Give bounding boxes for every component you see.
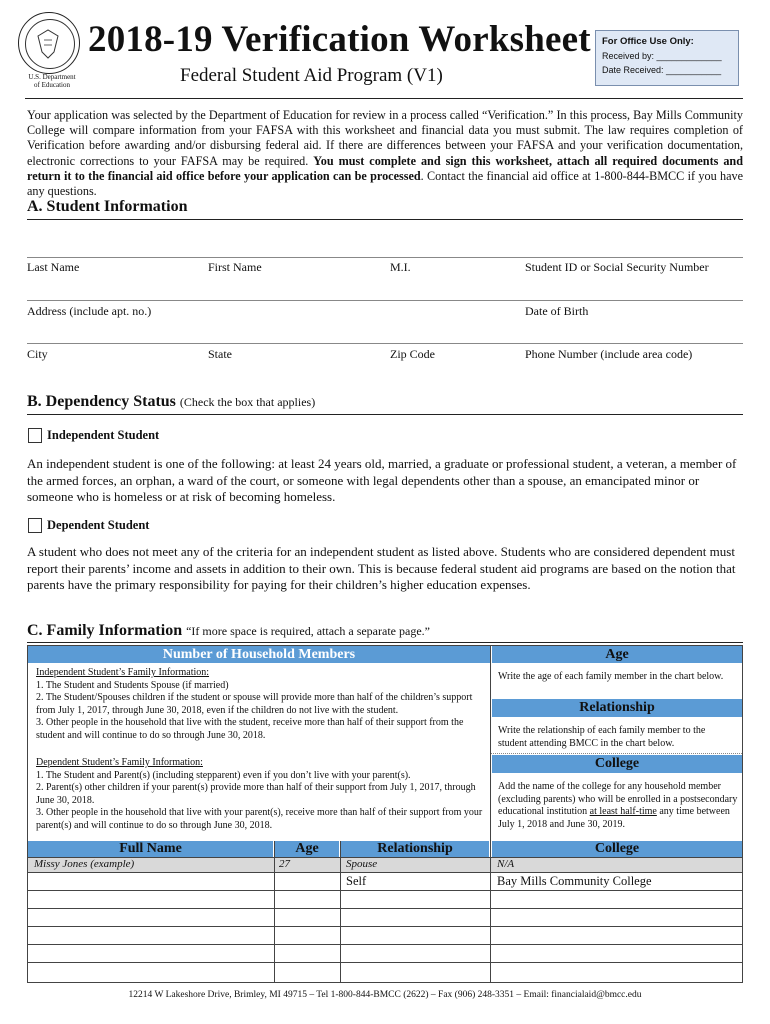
college-column-header: College (492, 841, 742, 857)
full-name-column-header: Full Name (28, 841, 273, 857)
date-of-birth-label: Date of Birth (525, 304, 589, 318)
section-a-heading: A. Student Information (27, 198, 188, 215)
row2-input-line[interactable] (27, 300, 743, 301)
dependent-family-title: Dependent Student’s Family Information: (36, 757, 203, 768)
zip-code-label: Zip Code (390, 347, 435, 361)
independent-student-label: Independent Student (47, 428, 160, 442)
intro-bold-instruction: You must complete and sign this worksheet, attach all required documents and return it to the financial aid office before your application can be processed (27, 153, 743, 183)
section-c-divider (27, 642, 743, 643)
college-instruction: Add the name of the college for any household member (excluding parents) who will be enrolled in a postsecondary educational institution at least half-time any time between July 1, 2018 and June 30, 2019. (498, 781, 738, 830)
info-column-divider (490, 645, 491, 841)
date-received-field[interactable]: Date Received: ___________ (602, 65, 722, 75)
section-b-divider (27, 414, 743, 415)
independent-family-info (36, 667, 484, 743)
section-c-heading: C. Family Information “If more space is required, attach a separate page.” (27, 622, 430, 639)
page-subtitle: Federal Student Aid Program (V1) (180, 65, 443, 86)
header-divider (25, 98, 743, 99)
state-label: State (208, 347, 232, 361)
independent-student-checkbox[interactable] (28, 428, 42, 443)
section-b-heading: B. Dependency Status (Check the box that applies) (27, 393, 316, 410)
table-cell-college: N/A (497, 858, 515, 870)
dependent-family-info (36, 757, 484, 833)
age-column-header: Age (275, 841, 339, 857)
intro-paragraph: Your application was selected by the Department of Education for review in a process called “Verification.” In this process, Bay Mills Community College will compare information from your FAFSA with this worksheet and financial data you must submit. The law requires completion of Verification before awarding and/or disbursing federal aid. If there are differences between your FAFSA and your verification documentation, electronic corrections to your FAFSA may be required. You must complete and sign this worksheet, attach all required documents and return it to the financial aid office before your application can be processed. Contact the financial aid office at 1-800-844-BMCC if you have any questions. (27, 108, 743, 199)
dependent-student-checkbox[interactable] (28, 518, 42, 533)
city-label: City (27, 347, 48, 361)
dependent-family-item: 1. The Student and Parent(s) (including stepparent) even if you don’t live with your parent(s). (36, 769, 411, 781)
college-info-header: College (492, 755, 742, 773)
table-cell-relationship[interactable]: Self (346, 874, 367, 888)
table-cell-name[interactable] (34, 874, 270, 889)
last-name-label: Last Name (27, 260, 80, 274)
independent-family-item: 1. The Student and Students Spouse (if married) (36, 679, 229, 691)
first-name-label: First Name (208, 260, 262, 274)
phone-number-label: Phone Number (include area code) (525, 347, 693, 361)
section-b-note: (Check the box that applies) (179, 395, 316, 409)
office-use-heading: For Office Use Only: (602, 36, 694, 47)
household-members-header: Number of Household Members (28, 646, 490, 663)
section-c-note: “If more space is required, attach a separate page.” (186, 624, 430, 638)
department-caption: U.S. Department of Education (28, 73, 76, 89)
table-cell-college[interactable]: Bay Mills Community College (497, 874, 652, 888)
table-cell-name[interactable] (28, 909, 274, 926)
address-label: Address (include apt. no.) (27, 304, 152, 318)
independent-family-title: Independent Student’s Family Information: (36, 667, 210, 678)
table-cell-name: Missy Jones (example) (34, 858, 135, 870)
age-instruction: Write the age of each family member in the chart below. (498, 671, 724, 682)
middle-initial-label: M.I. (390, 260, 411, 274)
example-row-shading (28, 857, 742, 872)
table-cell-name[interactable] (28, 891, 274, 908)
footer-contact: 12214 W Lakeshore Drive, Brimley, MI 49715 – Tel 1-800-844-BMCC (2622) – Fax (906) 248-3351 – Email: financialaid@bmcc.edu (128, 990, 642, 1000)
relationship-column-header: Relationship (341, 841, 489, 857)
table-cell-age: 27 (279, 858, 290, 870)
independent-student-description: An independent student is one of the following: at least 24 years old, married, a graduate or professional student, a veteran, a member of the armed forces, an orphan, a ward of the court, or someone with legal dependents other than a spouse, an emancipated minor or someone who is homeless or at risk of becoming homeless. (27, 456, 737, 504)
row3-input-line[interactable] (27, 343, 743, 344)
info-dotted-divider (491, 753, 742, 754)
office-use-box (595, 30, 739, 86)
student-id-label: Student ID or Social Security Number (525, 260, 709, 274)
table-row-line (28, 857, 742, 858)
independent-family-item: 3. Other people in the household that live with the student, receive more than half of their support from the student and will continue to do so through June 30, 2018. (36, 717, 464, 741)
received-by-field[interactable]: Received by: _____________ (602, 51, 722, 61)
row1-input-line[interactable] (27, 257, 743, 258)
dependent-student-description: A student who does not meet any of the criteria for an independent student as listed above. Students who are considered dependent must report their parents’ income and assets in addition to their own. This is because federal student aid programs are based on the notion that parents have the primary responsibility for paying for their children’s higher education expenses. (27, 544, 736, 592)
relationship-instruction: Write the relationship of each family member to the student attending BMCC in the chart below. (498, 725, 706, 749)
table-cell-age[interactable] (279, 874, 337, 889)
table-cell-relationship: Spouse (346, 858, 378, 870)
page-title: 2018-19 Verification Worksheet (88, 19, 591, 60)
table-row-line (28, 962, 742, 963)
dependent-student-label: Dependent Student (47, 518, 150, 532)
independent-family-item: 2. The Student/Spouses children if the student or spouse will provide more than half of the children’s support from July 1, 2017, through June 30, 2018, even if the children do not live with the student. (36, 692, 473, 716)
table-cell-name[interactable] (28, 945, 274, 962)
table-row-line (28, 872, 742, 873)
age-info-header: Age (492, 646, 742, 663)
relationship-info-header: Relationship (492, 699, 742, 717)
dependent-family-item: 2. Parent(s) other children if your parent(s) provide more than half of their support from July 1, 2017, through June 30, 2018. (36, 782, 476, 806)
dependent-family-item: 3. Other people in the household that live with your parent(s), receive more than half of their support from your parent(s) and will continue to do so through June 30, 2018. (36, 807, 483, 831)
table-cell-name[interactable] (28, 927, 274, 944)
section-a-divider (27, 219, 743, 220)
